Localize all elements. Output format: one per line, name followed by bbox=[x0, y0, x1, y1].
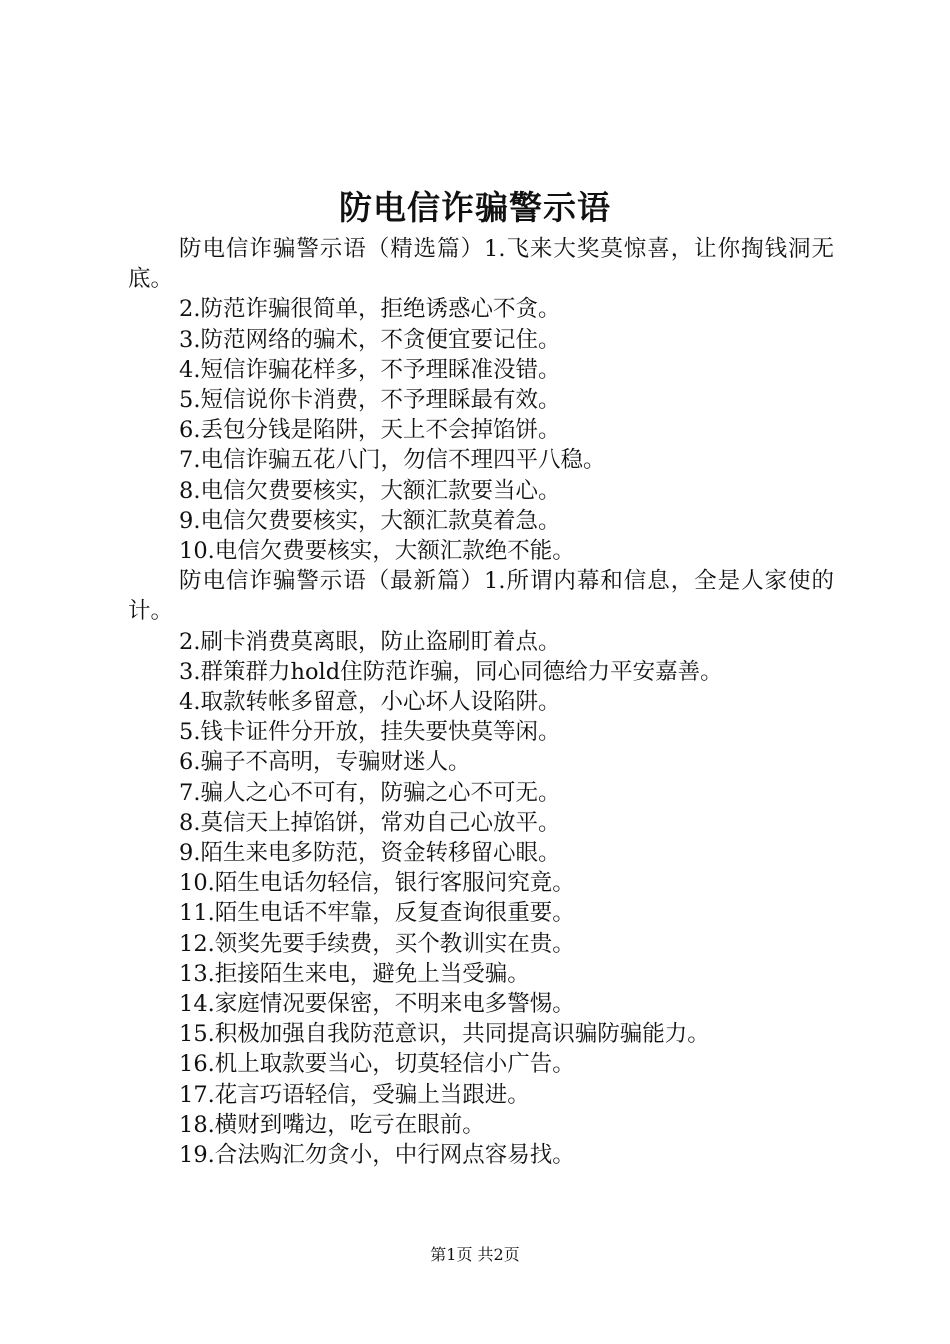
document-body bbox=[128, 234, 834, 1170]
paragraph: 14.家庭情况要保密，不明来电多警惕。 bbox=[179, 991, 575, 1018]
paragraph: 18.横财到嘴边，吃亏在眼前。 bbox=[179, 1111, 485, 1138]
paragraph: 3.防范网络的骗术，不贪便宜要记住。 bbox=[179, 326, 561, 353]
paragraph: 7.骗人之心不可有，防骗之心不可无。 bbox=[179, 779, 561, 806]
paragraph: 8.电信欠费要核实，大额汇款要当心。 bbox=[179, 477, 561, 504]
paragraph: 4.短信诈骗花样多，不予理睬准没错。 bbox=[179, 356, 561, 383]
paragraph: 2.刷卡消费莫离眼，防止盗刷盯着点。 bbox=[179, 628, 561, 655]
paragraph: 12.领奖先要手续费，买个教训实在贵。 bbox=[179, 930, 575, 957]
paragraph: 9.陌生来电多防范，资金转移留心眼。 bbox=[179, 840, 561, 867]
paragraph: 3.群策群力hold住防范诈骗，同心同德给力平安嘉善。 bbox=[179, 658, 723, 685]
paragraph: 10.电信欠费要核实，大额汇款绝不能。 bbox=[179, 538, 575, 565]
paragraph: 13.拒接陌生来电，避免上当受骗。 bbox=[179, 960, 530, 987]
paragraph: 9.电信欠费要核实，大额汇款莫着急。 bbox=[179, 507, 561, 534]
paragraph: 15.积极加强自我防范意识，共同提高识骗防骗能力。 bbox=[179, 1021, 710, 1048]
paragraph: 2.防范诈骗很简单，拒绝诱惑心不贪。 bbox=[179, 296, 561, 323]
paragraph: 11.陌生电话不牢靠，反复查询很重要。 bbox=[179, 900, 575, 927]
page-number: 第1页 共2页 bbox=[430, 1245, 520, 1264]
paragraph: 19.合法购汇勿贪小，中行网点容易找。 bbox=[179, 1142, 575, 1169]
paragraph: 10.陌生电话勿轻信，银行客服问究竟。 bbox=[179, 870, 575, 897]
paragraph: 6.丢包分钱是陷阱，天上不会掉馅饼。 bbox=[179, 417, 561, 444]
paragraph: 7.电信诈骗五花八门，勿信不理四平八稳。 bbox=[179, 447, 606, 474]
paragraph: 防电信诈骗警示语（精选篇）1.飞来大奖莫惊喜，让你掏钱洞无底。 bbox=[128, 236, 834, 293]
paragraph: 5.短信说你卡消费，不予理睬最有效。 bbox=[179, 387, 561, 414]
paragraph: 16.机上取款要当心，切莫轻信小广告。 bbox=[179, 1051, 575, 1078]
paragraph: 5.钱卡证件分开放，挂失要快莫等闲。 bbox=[179, 719, 561, 746]
paragraph: 4.取款转帐多留意，小心坏人设陷阱。 bbox=[179, 689, 561, 716]
paragraph: 17.花言巧语轻信，受骗上当跟进。 bbox=[179, 1081, 530, 1108]
paragraph: 防电信诈骗警示语（最新篇）1.所谓内幕和信息，全是人家使的计。 bbox=[128, 568, 834, 625]
document-title: 防电信诈骗警示语 bbox=[339, 188, 611, 227]
paragraph: 8.莫信天上掉馅饼，常劝自己心放平。 bbox=[179, 809, 561, 836]
paragraph: 6.骗子不高明，专骗财迷人。 bbox=[179, 749, 471, 776]
